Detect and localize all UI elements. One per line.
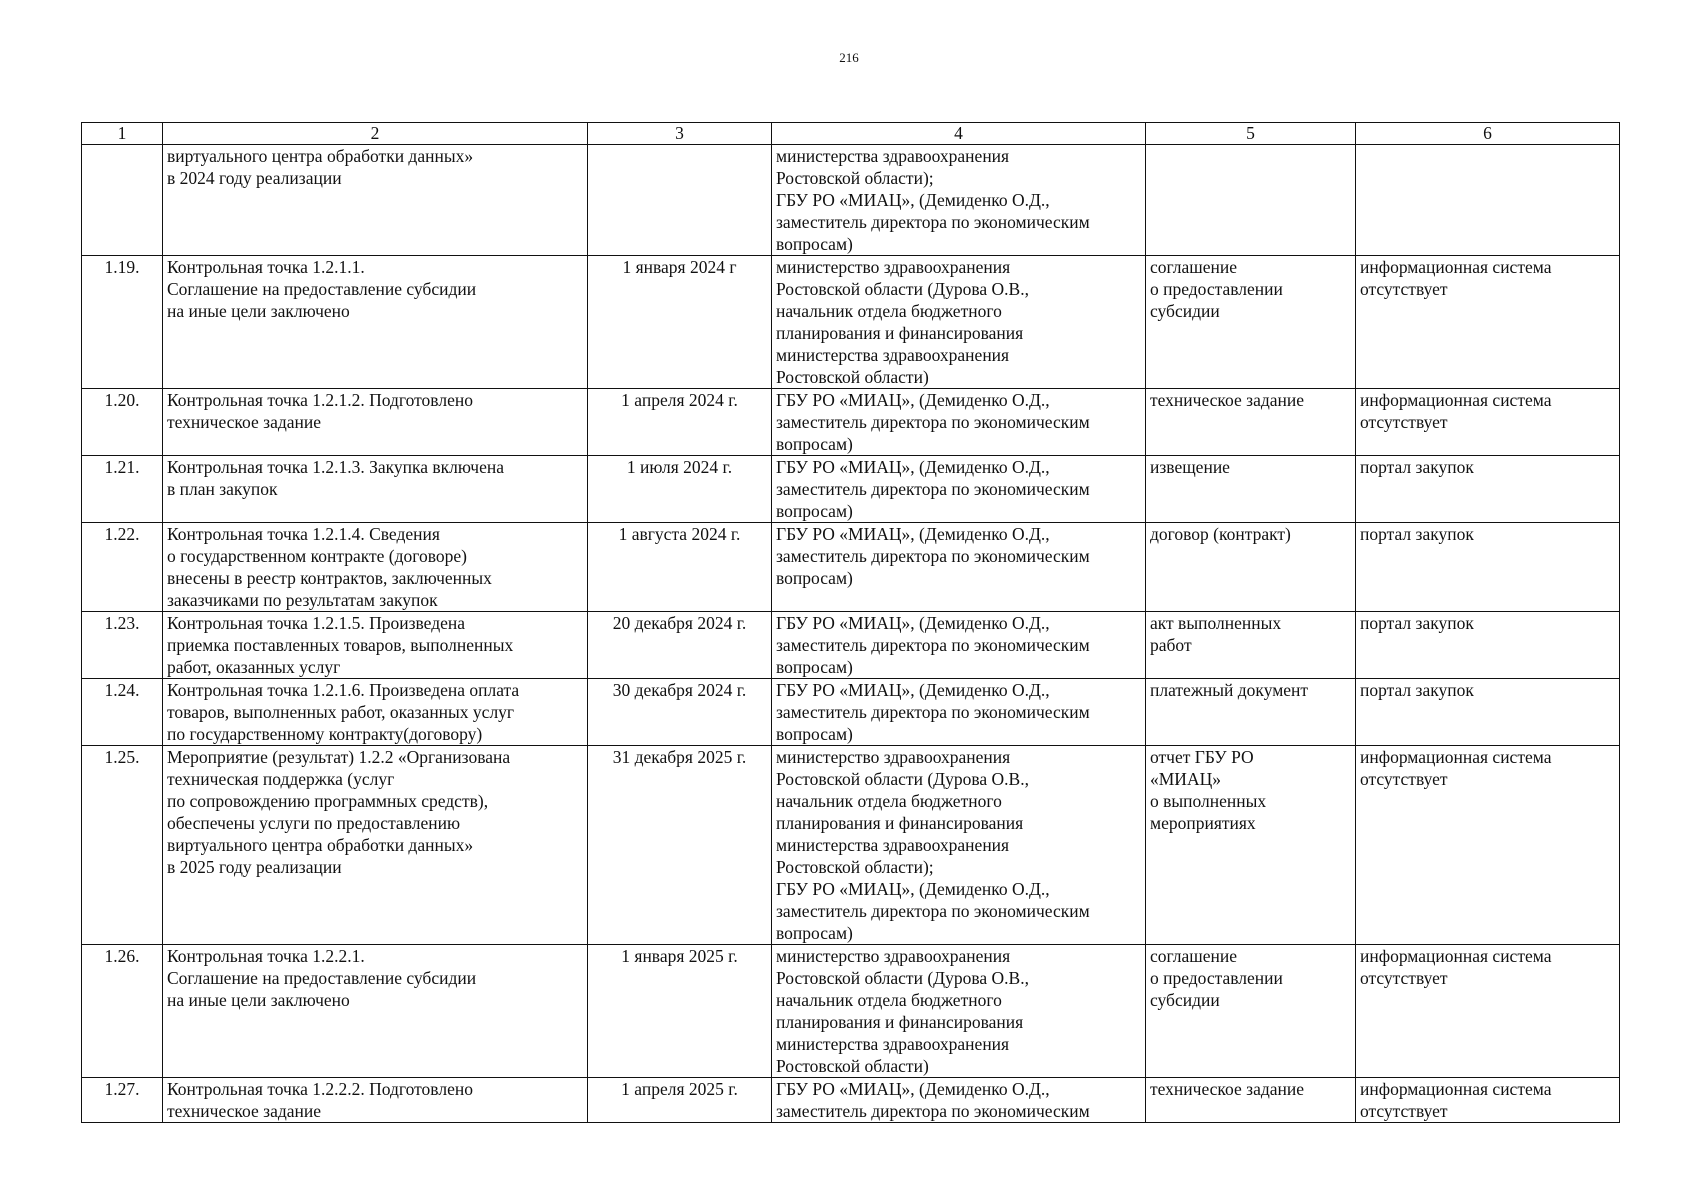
system-cell: информационная система отсутствует bbox=[1356, 1078, 1620, 1123]
column-header: 2 bbox=[163, 123, 588, 145]
document-cell: техническое задание bbox=[1146, 389, 1356, 456]
event-cell: Контрольная точка 1.2.1.2. Подготовлено техническое задание bbox=[163, 389, 588, 456]
column-header: 3 bbox=[588, 123, 772, 145]
event-cell: Мероприятие (результат) 1.2.2 «Организована техническая поддержка (услуг по сопровождению программных средств), обеспечены услуги по предоставлению виртуального центра обработки данных» в 2025 году реализации bbox=[163, 746, 588, 945]
system-cell: портал закупок bbox=[1356, 456, 1620, 523]
date-cell: 20 декабря 2024 г. bbox=[588, 612, 772, 679]
row-number: 1.22. bbox=[82, 523, 163, 612]
date-cell: 1 августа 2024 г. bbox=[588, 523, 772, 612]
event-cell: виртуального центра обработки данных» в 2024 году реализации bbox=[163, 145, 588, 256]
table-row bbox=[82, 145, 1620, 256]
event-cell: Контрольная точка 1.2.1.5. Произведена приемка поставленных товаров, выполненных работ, оказанных услуг bbox=[163, 612, 588, 679]
plan-table bbox=[81, 122, 1620, 1123]
responsible-cell: министерство здравоохранения Ростовской области (Дурова О.В., начальник отдела бюджетного планирования и финансирования министерства здравоохранения Ростовской области); ГБУ РО «МИАЦ», (Демиденко О.Д., заместитель директора по экономическим вопросам) bbox=[772, 746, 1146, 945]
event-cell: Контрольная точка 1.2.1.4. Сведения о государственном контракте (договоре) внесены в реестр контрактов, заключенных заказчиками по результатам закупок bbox=[163, 523, 588, 612]
table-row bbox=[82, 945, 1620, 1078]
column-header: 5 bbox=[1146, 123, 1356, 145]
system-cell: информационная система отсутствует bbox=[1356, 389, 1620, 456]
row-number: 1.24. bbox=[82, 679, 163, 746]
event-cell: Контрольная точка 1.2.1.3. Закупка включена в план закупок bbox=[163, 456, 588, 523]
responsible-cell: ГБУ РО «МИАЦ», (Демиденко О.Д., заместитель директора по экономическим вопросам) bbox=[772, 679, 1146, 746]
header-row bbox=[82, 123, 1620, 145]
table-row bbox=[82, 456, 1620, 523]
document-cell: извещение bbox=[1146, 456, 1356, 523]
system-cell: информационная система отсутствует bbox=[1356, 945, 1620, 1078]
document-cell: договор (контракт) bbox=[1146, 523, 1356, 612]
date-cell: 30 декабря 2024 г. bbox=[588, 679, 772, 746]
table-row bbox=[82, 1078, 1620, 1123]
row-number: 1.27. bbox=[82, 1078, 163, 1123]
document-cell: платежный документ bbox=[1146, 679, 1356, 746]
event-cell: Контрольная точка 1.2.1.1. Соглашение на предоставление субсидии на иные цели заключено bbox=[163, 256, 588, 389]
row-number bbox=[82, 145, 163, 256]
responsible-cell: министерства здравоохранения Ростовской области); ГБУ РО «МИАЦ», (Демиденко О.Д., заместитель директора по экономическим вопросам) bbox=[772, 145, 1146, 256]
system-cell: информационная система отсутствует bbox=[1356, 256, 1620, 389]
table-row bbox=[82, 679, 1620, 746]
date-cell: 1 июля 2024 г. bbox=[588, 456, 772, 523]
responsible-cell: ГБУ РО «МИАЦ», (Демиденко О.Д., заместитель директора по экономическим вопросам) bbox=[772, 523, 1146, 612]
table-row bbox=[82, 746, 1620, 945]
date-cell: 1 января 2025 г. bbox=[588, 945, 772, 1078]
document-cell bbox=[1146, 145, 1356, 256]
date-cell: 31 декабря 2025 г. bbox=[588, 746, 772, 945]
event-cell: Контрольная точка 1.2.2.1. Соглашение на предоставление субсидии на иные цели заключено bbox=[163, 945, 588, 1078]
column-header: 6 bbox=[1356, 123, 1620, 145]
date-cell: 1 января 2024 г bbox=[588, 256, 772, 389]
row-number: 1.20. bbox=[82, 389, 163, 456]
document-cell: соглашение о предоставлении субсидии bbox=[1146, 945, 1356, 1078]
event-cell: Контрольная точка 1.2.1.6. Произведена оплата товаров, выполненных работ, оказанных услуг по государственному контракту(договору) bbox=[163, 679, 588, 746]
date-cell bbox=[588, 145, 772, 256]
responsible-cell: министерство здравоохранения Ростовской области (Дурова О.В., начальник отдела бюджетного планирования и финансирования министерства здравоохранения Ростовской области) bbox=[772, 945, 1146, 1078]
row-number: 1.21. bbox=[82, 456, 163, 523]
column-header: 1 bbox=[82, 123, 163, 145]
event-cell: Контрольная точка 1.2.2.2. Подготовлено техническое задание bbox=[163, 1078, 588, 1123]
document-cell: отчет ГБУ РО «МИАЦ» о выполненных мероприятиях bbox=[1146, 746, 1356, 945]
system-cell: информационная система отсутствует bbox=[1356, 746, 1620, 945]
date-cell: 1 апреля 2024 г. bbox=[588, 389, 772, 456]
row-number: 1.25. bbox=[82, 746, 163, 945]
responsible-cell: ГБУ РО «МИАЦ», (Демиденко О.Д., заместитель директора по экономическим вопросам) bbox=[772, 389, 1146, 456]
system-cell bbox=[1356, 145, 1620, 256]
system-cell: портал закупок bbox=[1356, 612, 1620, 679]
document-cell: соглашение о предоставлении субсидии bbox=[1146, 256, 1356, 389]
table-row bbox=[82, 256, 1620, 389]
table-row bbox=[82, 612, 1620, 679]
row-number: 1.26. bbox=[82, 945, 163, 1078]
row-number: 1.23. bbox=[82, 612, 163, 679]
row-number: 1.19. bbox=[82, 256, 163, 389]
page-number: 216 bbox=[839, 50, 859, 65]
responsible-cell: ГБУ РО «МИАЦ», (Демиденко О.Д., заместитель директора по экономическим bbox=[772, 1078, 1146, 1123]
system-cell: портал закупок bbox=[1356, 679, 1620, 746]
column-header: 4 bbox=[772, 123, 1146, 145]
responsible-cell: ГБУ РО «МИАЦ», (Демиденко О.Д., заместитель директора по экономическим вопросам) bbox=[772, 612, 1146, 679]
table-row bbox=[82, 389, 1620, 456]
responsible-cell: министерство здравоохранения Ростовской области (Дурова О.В., начальник отдела бюджетного планирования и финансирования министерства здравоохранения Ростовской области) bbox=[772, 256, 1146, 389]
system-cell: портал закупок bbox=[1356, 523, 1620, 612]
date-cell: 1 апреля 2025 г. bbox=[588, 1078, 772, 1123]
document-cell: техническое задание bbox=[1146, 1078, 1356, 1123]
responsible-cell: ГБУ РО «МИАЦ», (Демиденко О.Д., заместитель директора по экономическим вопросам) bbox=[772, 456, 1146, 523]
document-cell: акт выполненных работ bbox=[1146, 612, 1356, 679]
table-row bbox=[82, 523, 1620, 612]
